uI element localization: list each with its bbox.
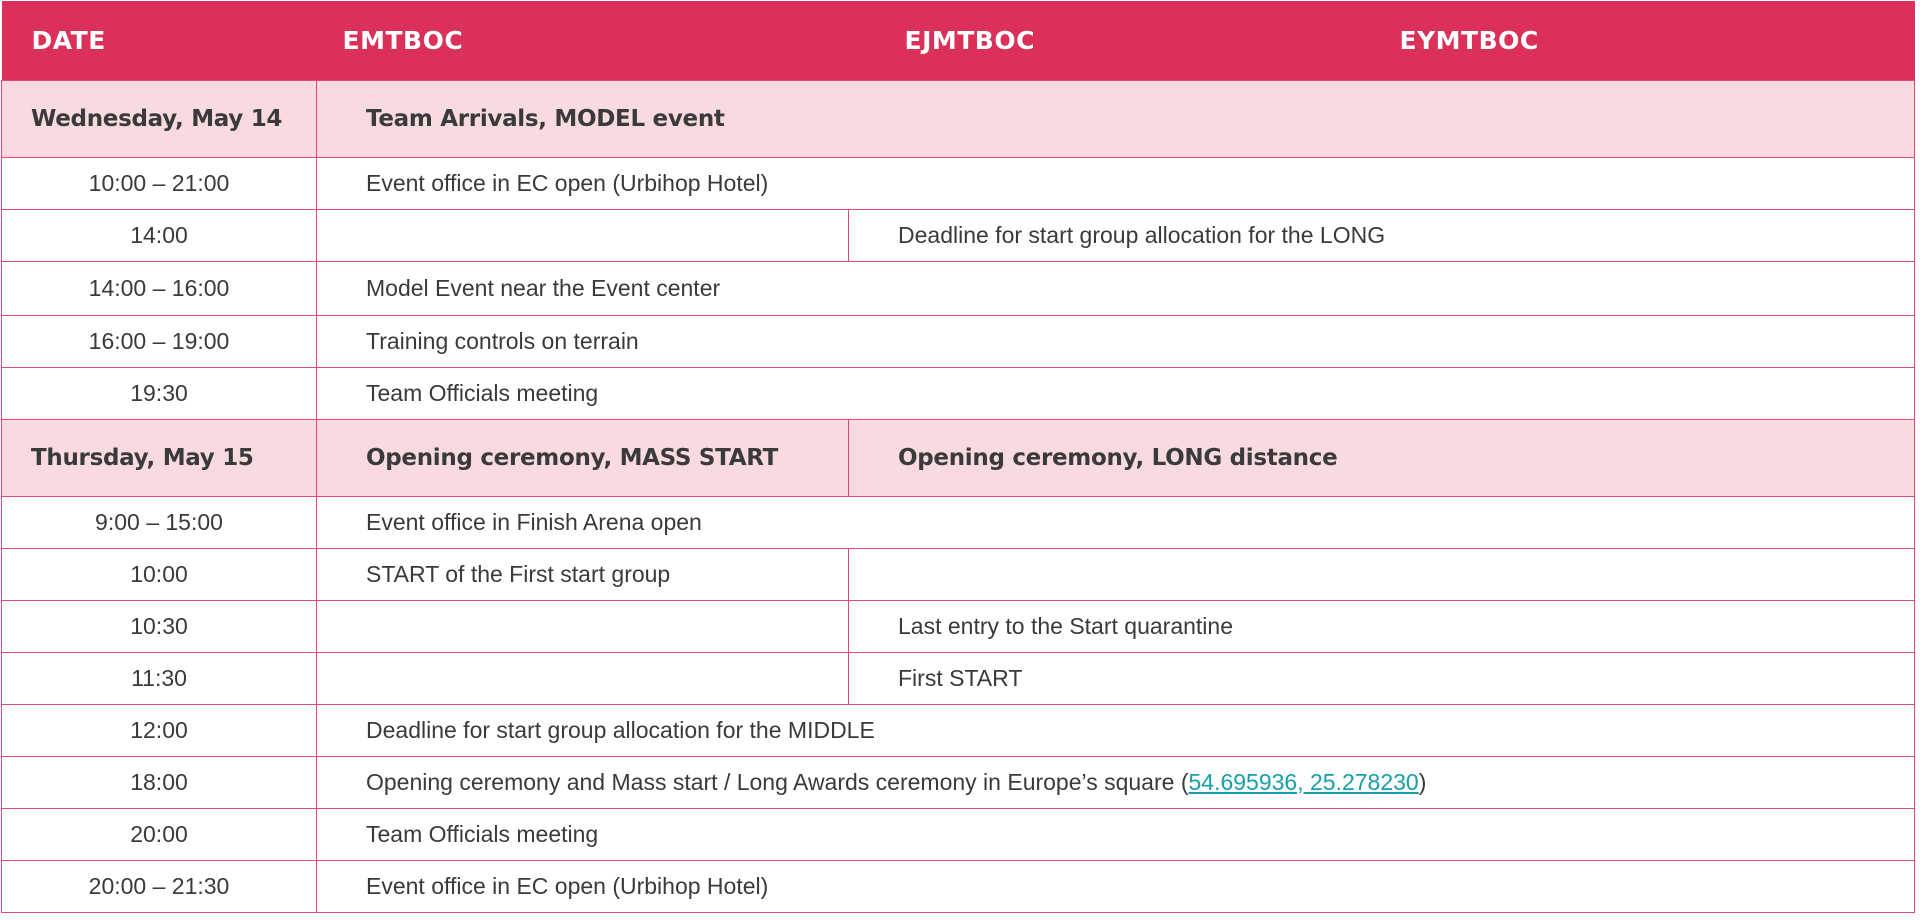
event-time: 14:00 – 16:00	[2, 261, 317, 315]
day-headline: Team Arrivals, MODEL event	[317, 80, 1915, 157]
event-text: First START	[849, 652, 1915, 704]
schedule-table	[1, 1, 1915, 913]
event-time: 16:00 – 19:00	[2, 315, 317, 367]
event-time: 20:00 – 21:30	[2, 860, 317, 912]
day-name: Thursday, May 15	[2, 419, 317, 496]
event-text: Training controls on terrain	[317, 315, 1915, 367]
empty-cell	[317, 209, 849, 261]
event-time: 19:30	[2, 367, 317, 419]
event-text: Deadline for start group allocation for the LONG	[849, 209, 1915, 261]
event-time: 20:00	[2, 808, 317, 860]
event-text: Last entry to the Start quarantine	[849, 600, 1915, 652]
day-name: Wednesday, May 14	[2, 80, 317, 157]
table-row	[2, 261, 1915, 315]
event-text: Event office in Finish Arena open	[317, 496, 1915, 548]
event-time: 18:00	[2, 756, 317, 808]
table-row	[2, 548, 1915, 600]
header-emtboc: EMTBOC	[317, 1, 849, 80]
coordinates-link[interactable]: 54.695936, 25.278230	[1188, 768, 1419, 795]
table-row	[2, 367, 1915, 419]
day-row	[2, 80, 1915, 157]
event-text: Event office in EC open (Urbihop Hotel)	[317, 157, 1915, 209]
event-text: Deadline for start group allocation for the MIDDLE	[317, 704, 1915, 756]
event-text-before: Opening ceremony and Mass start / Long Awards ceremony in Europe’s square (	[366, 768, 1189, 795]
table-row	[2, 496, 1915, 548]
table-row	[2, 704, 1915, 756]
event-text: Model Event near the Event center	[317, 261, 1915, 315]
event-text	[317, 756, 1915, 808]
day-headline-emtboc: Opening ceremony, MASS START	[317, 419, 849, 496]
table-row	[2, 315, 1915, 367]
event-text: Event office in EC open (Urbihop Hotel)	[317, 860, 1915, 912]
event-text-after: )	[1418, 768, 1427, 795]
empty-cell	[317, 652, 849, 704]
header-ejmtboc: EJMTBOC	[849, 1, 1382, 80]
event-text: Team Officials meeting	[317, 367, 1915, 419]
table-row	[2, 209, 1915, 261]
header-date: DATE	[2, 1, 317, 80]
table-row	[2, 808, 1915, 860]
event-time: 10:30	[2, 600, 317, 652]
day-headline-ejmtboc: Opening ceremony, LONG distance	[849, 419, 1915, 496]
table-row	[2, 860, 1915, 912]
event-text: START of the First start group	[317, 548, 849, 600]
table-header-row	[2, 1, 1915, 80]
table-row	[2, 756, 1915, 808]
event-time: 12:00	[2, 704, 317, 756]
day-row	[2, 419, 1915, 496]
table-row	[2, 600, 1915, 652]
event-text: Team Officials meeting	[317, 808, 1915, 860]
event-time: 10:00 – 21:00	[2, 157, 317, 209]
schedule	[1, 1, 1917, 913]
table-row	[2, 157, 1915, 209]
empty-cell	[317, 600, 849, 652]
event-time: 14:00	[2, 209, 317, 261]
header-eymtboc: EYMTBOC	[1382, 1, 1915, 80]
event-time: 11:30	[2, 652, 317, 704]
table-row	[2, 652, 1915, 704]
event-time: 9:00 – 15:00	[2, 496, 317, 548]
event-time: 10:00	[2, 548, 317, 600]
empty-cell	[849, 548, 1915, 600]
